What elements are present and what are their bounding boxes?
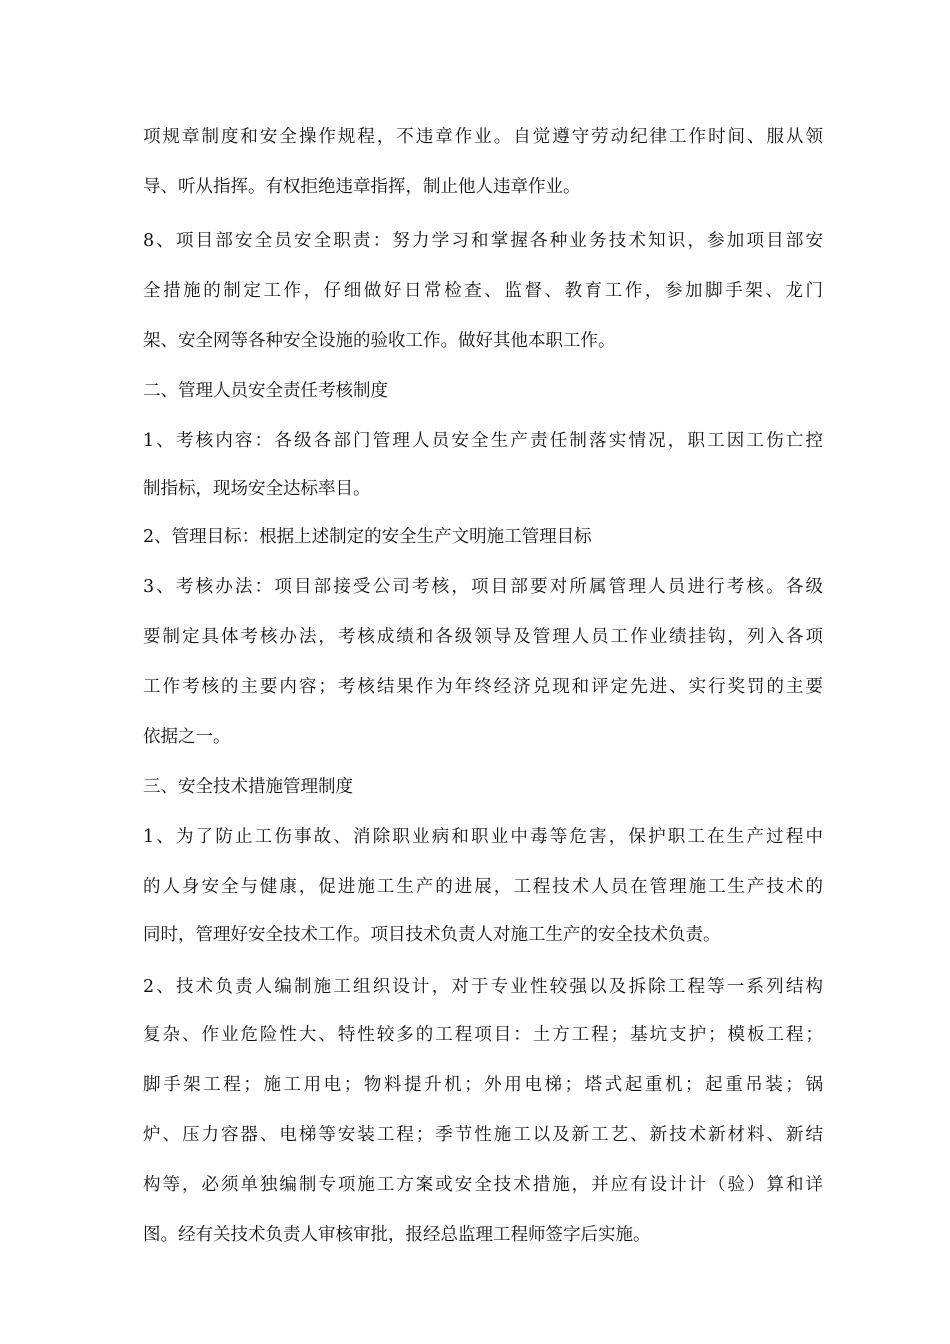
body-text-line: 架、安全网等各种安全设施的验收工作。做好其他本职工作。: [143, 331, 616, 351]
body-text-line: 的人身安全与健康，促进施工生产的进展，工程技术人员在管理施工生产技术的: [143, 877, 823, 897]
body-text-line: 3、考核办法：项目部接受公司考核，项目部要对所属管理人员进行考核。各级: [143, 577, 823, 597]
body-text-line: 要制定具体考核办法，考核成绩和各级领导及管理人员工作业绩挂钩，列入各项: [143, 627, 823, 647]
body-text-line: 构等，必须单独编制专项施工方案或安全技术措施，并应有设计计（验）算和详: [143, 1175, 823, 1195]
section-heading: 三、安全技术措施管理制度: [143, 777, 353, 797]
body-text-line: 1、为了防止工伤事故、消除职业病和职业中毒等危害，保护职工在生产过程中: [143, 827, 823, 847]
section-heading: 二、管理人员安全责任考核制度: [143, 381, 388, 401]
body-text-line: 2、技术负责人编制施工组织设计，对于专业性较强以及拆除工程等一系列结构: [143, 977, 823, 997]
body-text-line: 复杂、作业危险性大、特性较多的工程项目：土方工程；基坑支护；模板工程；: [143, 1025, 823, 1045]
body-text-line: 1、考核内容：各级各部门管理人员安全生产责任制落实情况，职工因工伤亡控: [143, 431, 823, 451]
body-text-line: 导、听从指挥。有权拒绝违章指挥，制止他人违章作业。: [143, 177, 581, 197]
body-text-line: 脚手架工程；施工用电；物料提升机；外用电梯；塔式起重机；起重吊装；锅: [143, 1075, 823, 1095]
body-text-line: 项规章制度和安全操作规程，不违章作业。自觉遵守劳动纪律工作时间、服从领: [143, 127, 823, 147]
body-text-line: 同时，管理好安全技术工作。项目技术负责人对施工生产的安全技术负责。: [143, 925, 721, 945]
body-text-line: 全措施的制定工作，仔细做好日常检查、监督、教育工作，参加脚手架、龙门: [143, 281, 823, 301]
body-text-line: 8、项目部安全员安全职责：努力学习和掌握各种业务技术知识，参加项目部安: [143, 231, 823, 251]
body-text-line: 工作考核的主要内容；考核结果作为年终经济兑现和评定先进、实行奖罚的主要: [143, 677, 823, 697]
body-text-line: 依据之一。: [143, 727, 231, 747]
body-text-line: 制指标，现场安全达标率目。: [143, 479, 371, 499]
body-text-line: 图。经有关技术负责人审核审批，报经总监理工程师签字后实施。: [143, 1225, 651, 1245]
body-text-line: 炉、压力容器、电梯等安装工程；季节性施工以及新工艺、新技术新材料、新结: [143, 1125, 823, 1145]
body-text-line: 2、管理目标：根据上述制定的安全生产文明施工管理目标: [143, 527, 592, 547]
